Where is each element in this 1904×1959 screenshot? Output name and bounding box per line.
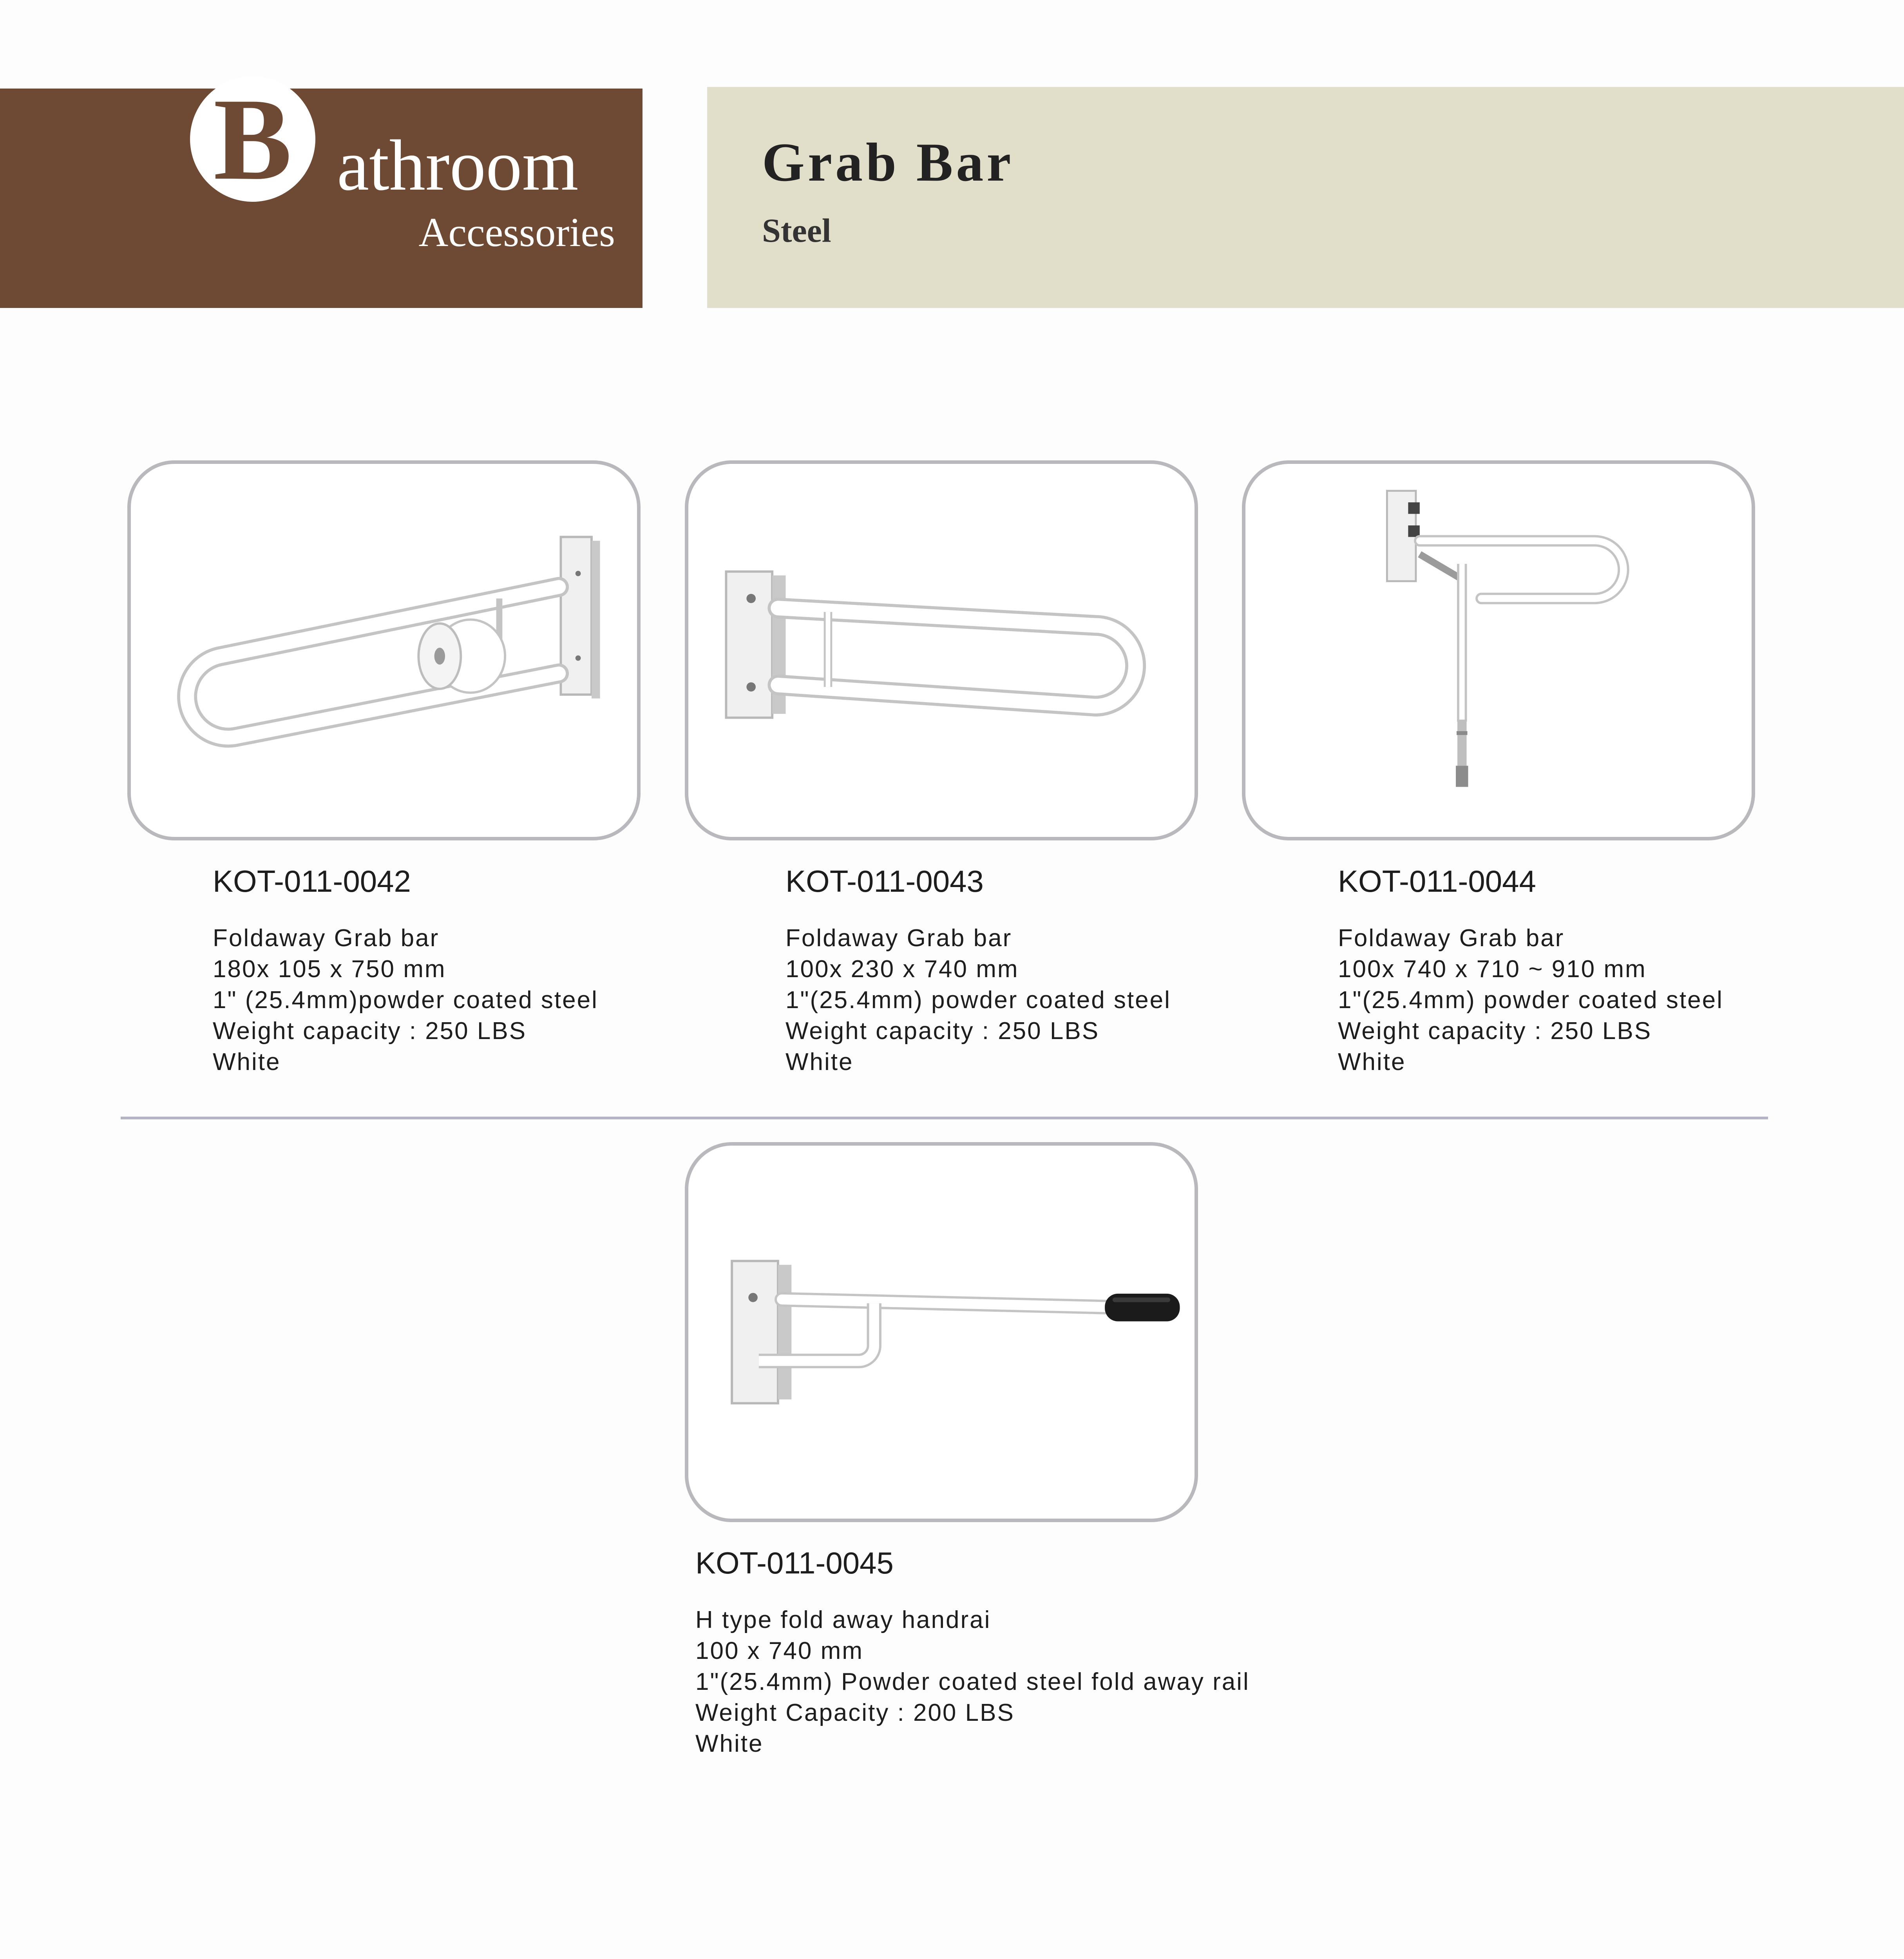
- product-dimensions: 100 x 740 mm: [695, 1637, 863, 1664]
- product-dimensions: 100x 740 x 710 ~ 910 mm: [1338, 956, 1647, 983]
- page-subtitle: Steel: [762, 212, 831, 249]
- product-weight-capacity: Weight Capacity : 200 LBS: [695, 1699, 1015, 1726]
- product-specs-2: [785, 923, 1171, 1077]
- brand-logo-circle: [190, 76, 315, 202]
- brand-initial: B: [213, 74, 292, 204]
- product-card-3: [1242, 460, 1755, 840]
- product-type: Foldaway Grab bar: [785, 925, 1012, 952]
- product-dimensions: 180x 105 x 750 mm: [213, 956, 446, 983]
- product-color: White: [785, 1048, 854, 1075]
- product-type: H type fold away handrai: [695, 1606, 991, 1633]
- page-title: Grab Bar: [762, 132, 1014, 193]
- product-color: White: [213, 1048, 281, 1075]
- product-color: White: [695, 1730, 764, 1757]
- grab-bar-paper-holder-image: [131, 464, 637, 837]
- product-weight-capacity: Weight capacity : 250 LBS: [1338, 1018, 1652, 1045]
- product-weight-capacity: Weight capacity : 250 LBS: [785, 1018, 1100, 1045]
- title-banner: [707, 87, 1904, 308]
- product-code-4: KOT-011-0045: [695, 1546, 894, 1580]
- product-material: 1"(25.4mm) powder coated steel: [785, 987, 1171, 1014]
- product-card-1: [127, 460, 641, 840]
- product-specs-3: [1338, 923, 1723, 1077]
- product-type: Foldaway Grab bar: [1338, 925, 1565, 952]
- brand-subtitle: Accessories: [418, 209, 615, 255]
- product-material: 1"(25.4mm) powder coated steel: [1338, 987, 1723, 1014]
- product-specs-4: [695, 1604, 1250, 1759]
- product-code-1: KOT-011-0042: [213, 864, 411, 898]
- product-specs-1: [213, 923, 598, 1077]
- product-code-2: KOT-011-0043: [785, 864, 984, 898]
- product-type: Foldaway Grab bar: [213, 925, 440, 952]
- product-dimensions: 100x 230 x 740 mm: [785, 956, 1019, 983]
- product-code-3: KOT-011-0044: [1338, 864, 1536, 898]
- product-card-2: [685, 460, 1198, 840]
- product-material: 1" (25.4mm)powder coated steel: [213, 987, 598, 1014]
- brand-word: athroom: [337, 125, 579, 206]
- grab-bar-support-leg-image: [1245, 464, 1752, 837]
- product-card-4: [685, 1142, 1198, 1522]
- h-type-handrail-image: [688, 1146, 1195, 1519]
- product-color: White: [1338, 1048, 1406, 1075]
- product-material: 1"(25.4mm) Powder coated steel fold away rail: [695, 1668, 1250, 1695]
- section-divider: [121, 1117, 1768, 1119]
- grab-bar-image: [688, 464, 1195, 837]
- product-weight-capacity: Weight capacity : 250 LBS: [213, 1018, 527, 1045]
